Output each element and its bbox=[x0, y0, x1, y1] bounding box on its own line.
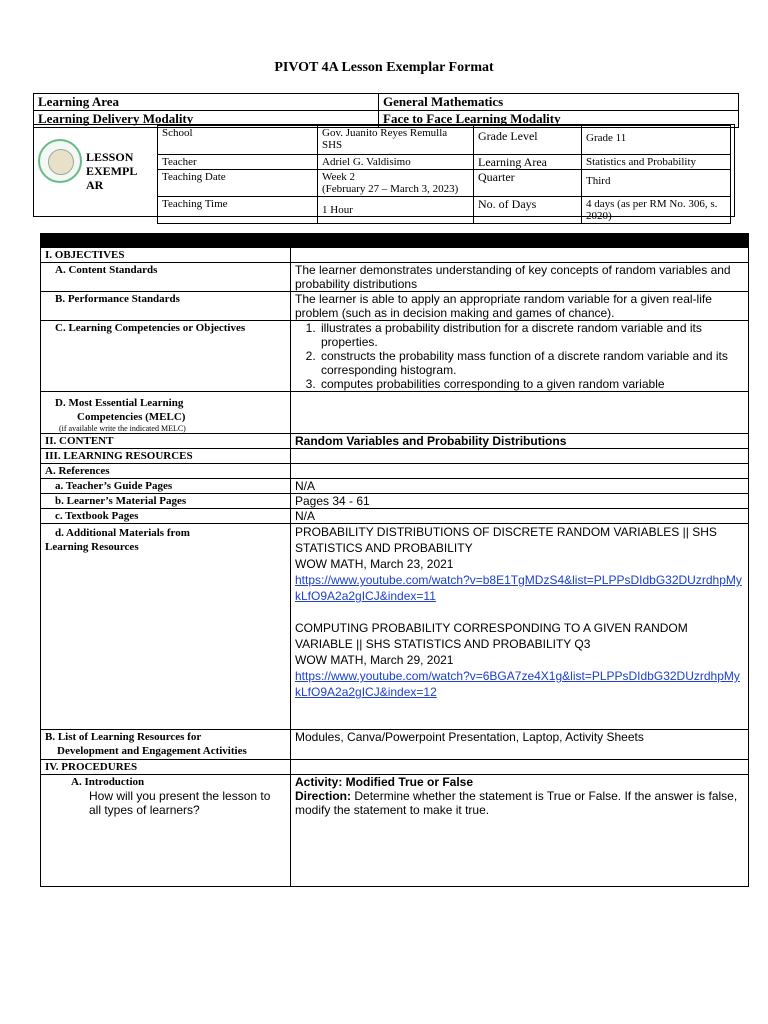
learners-material-value: Pages 34 - 61 bbox=[291, 494, 749, 509]
document-title: PIVOT 4A Lesson Exemplar Format bbox=[274, 60, 494, 75]
modality-value: Face to Face Learning Modality bbox=[379, 111, 739, 128]
quarter-value: Third bbox=[582, 170, 731, 197]
procedures-heading: IV. PROCEDURES bbox=[41, 760, 291, 775]
lesson-plan-table bbox=[40, 233, 749, 887]
table-row bbox=[41, 464, 749, 479]
school-seal-logo bbox=[38, 139, 82, 183]
resource-2-title: COMPUTING PROBABILITY CORRESPONDING TO A GIVEN RANDOM VARIABLE || SHS STATISTICS AND PROBABILITY Q3 bbox=[295, 621, 688, 651]
date-label: Teaching Date bbox=[158, 170, 318, 197]
resources-heading: III. LEARNING RESOURCES bbox=[41, 449, 291, 464]
learning-area-value: General Mathematics bbox=[379, 94, 739, 111]
resource-1-link[interactable]: https://www.youtube.com/watch?v=b8E1TgMDzS4&list=PLPPsDIdbG32DUzrdhpMykLfO9A2a2gICJ&index=11 bbox=[295, 573, 742, 603]
school-label: School bbox=[158, 126, 318, 155]
quarter-label: Quarter bbox=[474, 170, 582, 197]
list-item: 1. illustrates a probability distribution for a discrete random variable and its properties. bbox=[319, 321, 744, 349]
table-row bbox=[41, 263, 749, 292]
table-row bbox=[41, 321, 749, 392]
activity-direction: Direction: Determine whether the statement is True or False. If the answer is false, modify the statement to make it true. bbox=[295, 789, 738, 817]
melc-label: D. Most Essential Learning Competencies (MELC) (if available write the indicated MELC) bbox=[41, 392, 291, 434]
area-value: Statistics and Probability bbox=[582, 155, 731, 170]
performance-standards-value: The learner is able to apply an appropriate random variable for a given real-life problem (such as in decision making and games of chance). bbox=[291, 292, 749, 321]
modality-label: Learning Delivery Modality bbox=[34, 111, 379, 128]
table-row bbox=[41, 292, 749, 321]
lesson-info-block bbox=[33, 124, 735, 222]
textbook-label: c. Textbook Pages bbox=[41, 509, 291, 524]
resource-1-author: WOW MATH, March 23, 2021 bbox=[295, 557, 454, 571]
teacher-value: Adriel G. Valdisimo bbox=[318, 155, 474, 170]
teachers-guide-label: a. Teacher’s Guide Pages bbox=[41, 479, 291, 494]
resource-2-author: WOW MATH, March 29, 2021 bbox=[295, 653, 454, 667]
resource-2-link[interactable]: https://www.youtube.com/watch?v=6BGA7ze4X1g&list=PLPPsDIdbG32DUzrdhpMykLfO9A2a2gICJ&index=12 bbox=[295, 669, 740, 699]
content-value: Random Variables and Probability Distributions bbox=[291, 434, 749, 449]
references-heading: A. References bbox=[41, 464, 291, 479]
other-resources-value: Modules, Canva/Powerpoint Presentation, Laptop, Activity Sheets bbox=[291, 730, 749, 760]
header-table bbox=[33, 93, 739, 128]
table-row bbox=[41, 392, 749, 434]
list-item: 3. computes probabilities corresponding to a given random variable bbox=[319, 377, 744, 391]
table-row bbox=[41, 730, 749, 760]
content-standards-value: The learner demonstrates understanding of key concepts of random variables and probability distributions bbox=[291, 263, 749, 292]
lesson-exemplar-label: LESSON EXEMPL AR bbox=[86, 150, 138, 192]
other-resources-label: B. List of Learning Resources for Development and Engagement Activities bbox=[41, 730, 291, 760]
teacher-label: Teacher bbox=[158, 155, 318, 170]
objectives-heading: I. OBJECTIVES bbox=[41, 248, 291, 263]
table-row bbox=[41, 449, 749, 464]
additional-materials-label: d. Additional Materials from Learning Resources bbox=[41, 524, 291, 730]
performance-standards-label: B. Performance Standards bbox=[41, 292, 291, 321]
days-value: 4 days (as per RM No. 306, s. 2020) bbox=[582, 197, 731, 224]
table-row bbox=[41, 494, 749, 509]
resource-1-title: PROBABILITY DISTRIBUTIONS OF DISCRETE RANDOM VARIABLES || SHS STATISTICS AND PROBABILITY bbox=[295, 525, 717, 555]
list-item: 2. constructs the probability mass function of a discrete random variable and its corresponding histogram. bbox=[319, 349, 744, 377]
activity-title: Activity: Modified True or False bbox=[295, 775, 474, 789]
date-value: Week 2 (February 27 – March 3, 2023) bbox=[318, 170, 474, 197]
table-row bbox=[41, 524, 749, 730]
time-label: Teaching Time bbox=[158, 197, 318, 224]
table-row bbox=[41, 248, 749, 263]
teachers-guide-value: N/A bbox=[291, 479, 749, 494]
table-row bbox=[41, 434, 749, 449]
school-value: Gov. Juanito Reyes Remulla SHS bbox=[318, 126, 474, 155]
content-heading: II. CONTENT bbox=[41, 434, 291, 449]
learners-material-label: b. Learner’s Material Pages bbox=[41, 494, 291, 509]
table-header-bar bbox=[41, 234, 749, 248]
content-standards-label: A. Content Standards bbox=[41, 263, 291, 292]
table-row bbox=[41, 760, 749, 775]
days-label: No. of Days bbox=[474, 197, 582, 224]
introduction-activity bbox=[291, 775, 749, 887]
table-row bbox=[41, 509, 749, 524]
competencies-list bbox=[291, 321, 749, 392]
time-value: 1 Hour bbox=[318, 197, 474, 224]
grade-value: Grade 11 bbox=[582, 126, 731, 155]
textbook-value: N/A bbox=[291, 509, 749, 524]
grade-label: Grade Level bbox=[474, 126, 582, 155]
area-label: Learning Area bbox=[474, 155, 582, 170]
learning-area-label: Learning Area bbox=[34, 94, 379, 111]
additional-materials-value bbox=[291, 524, 749, 730]
table-row bbox=[41, 775, 749, 887]
introduction-label: A. Introduction How will you present the lesson to all types of learners? bbox=[41, 775, 291, 887]
lesson-info-grid bbox=[157, 125, 731, 224]
competencies-label: C. Learning Competencies or Objectives bbox=[41, 321, 291, 392]
table-row bbox=[41, 479, 749, 494]
